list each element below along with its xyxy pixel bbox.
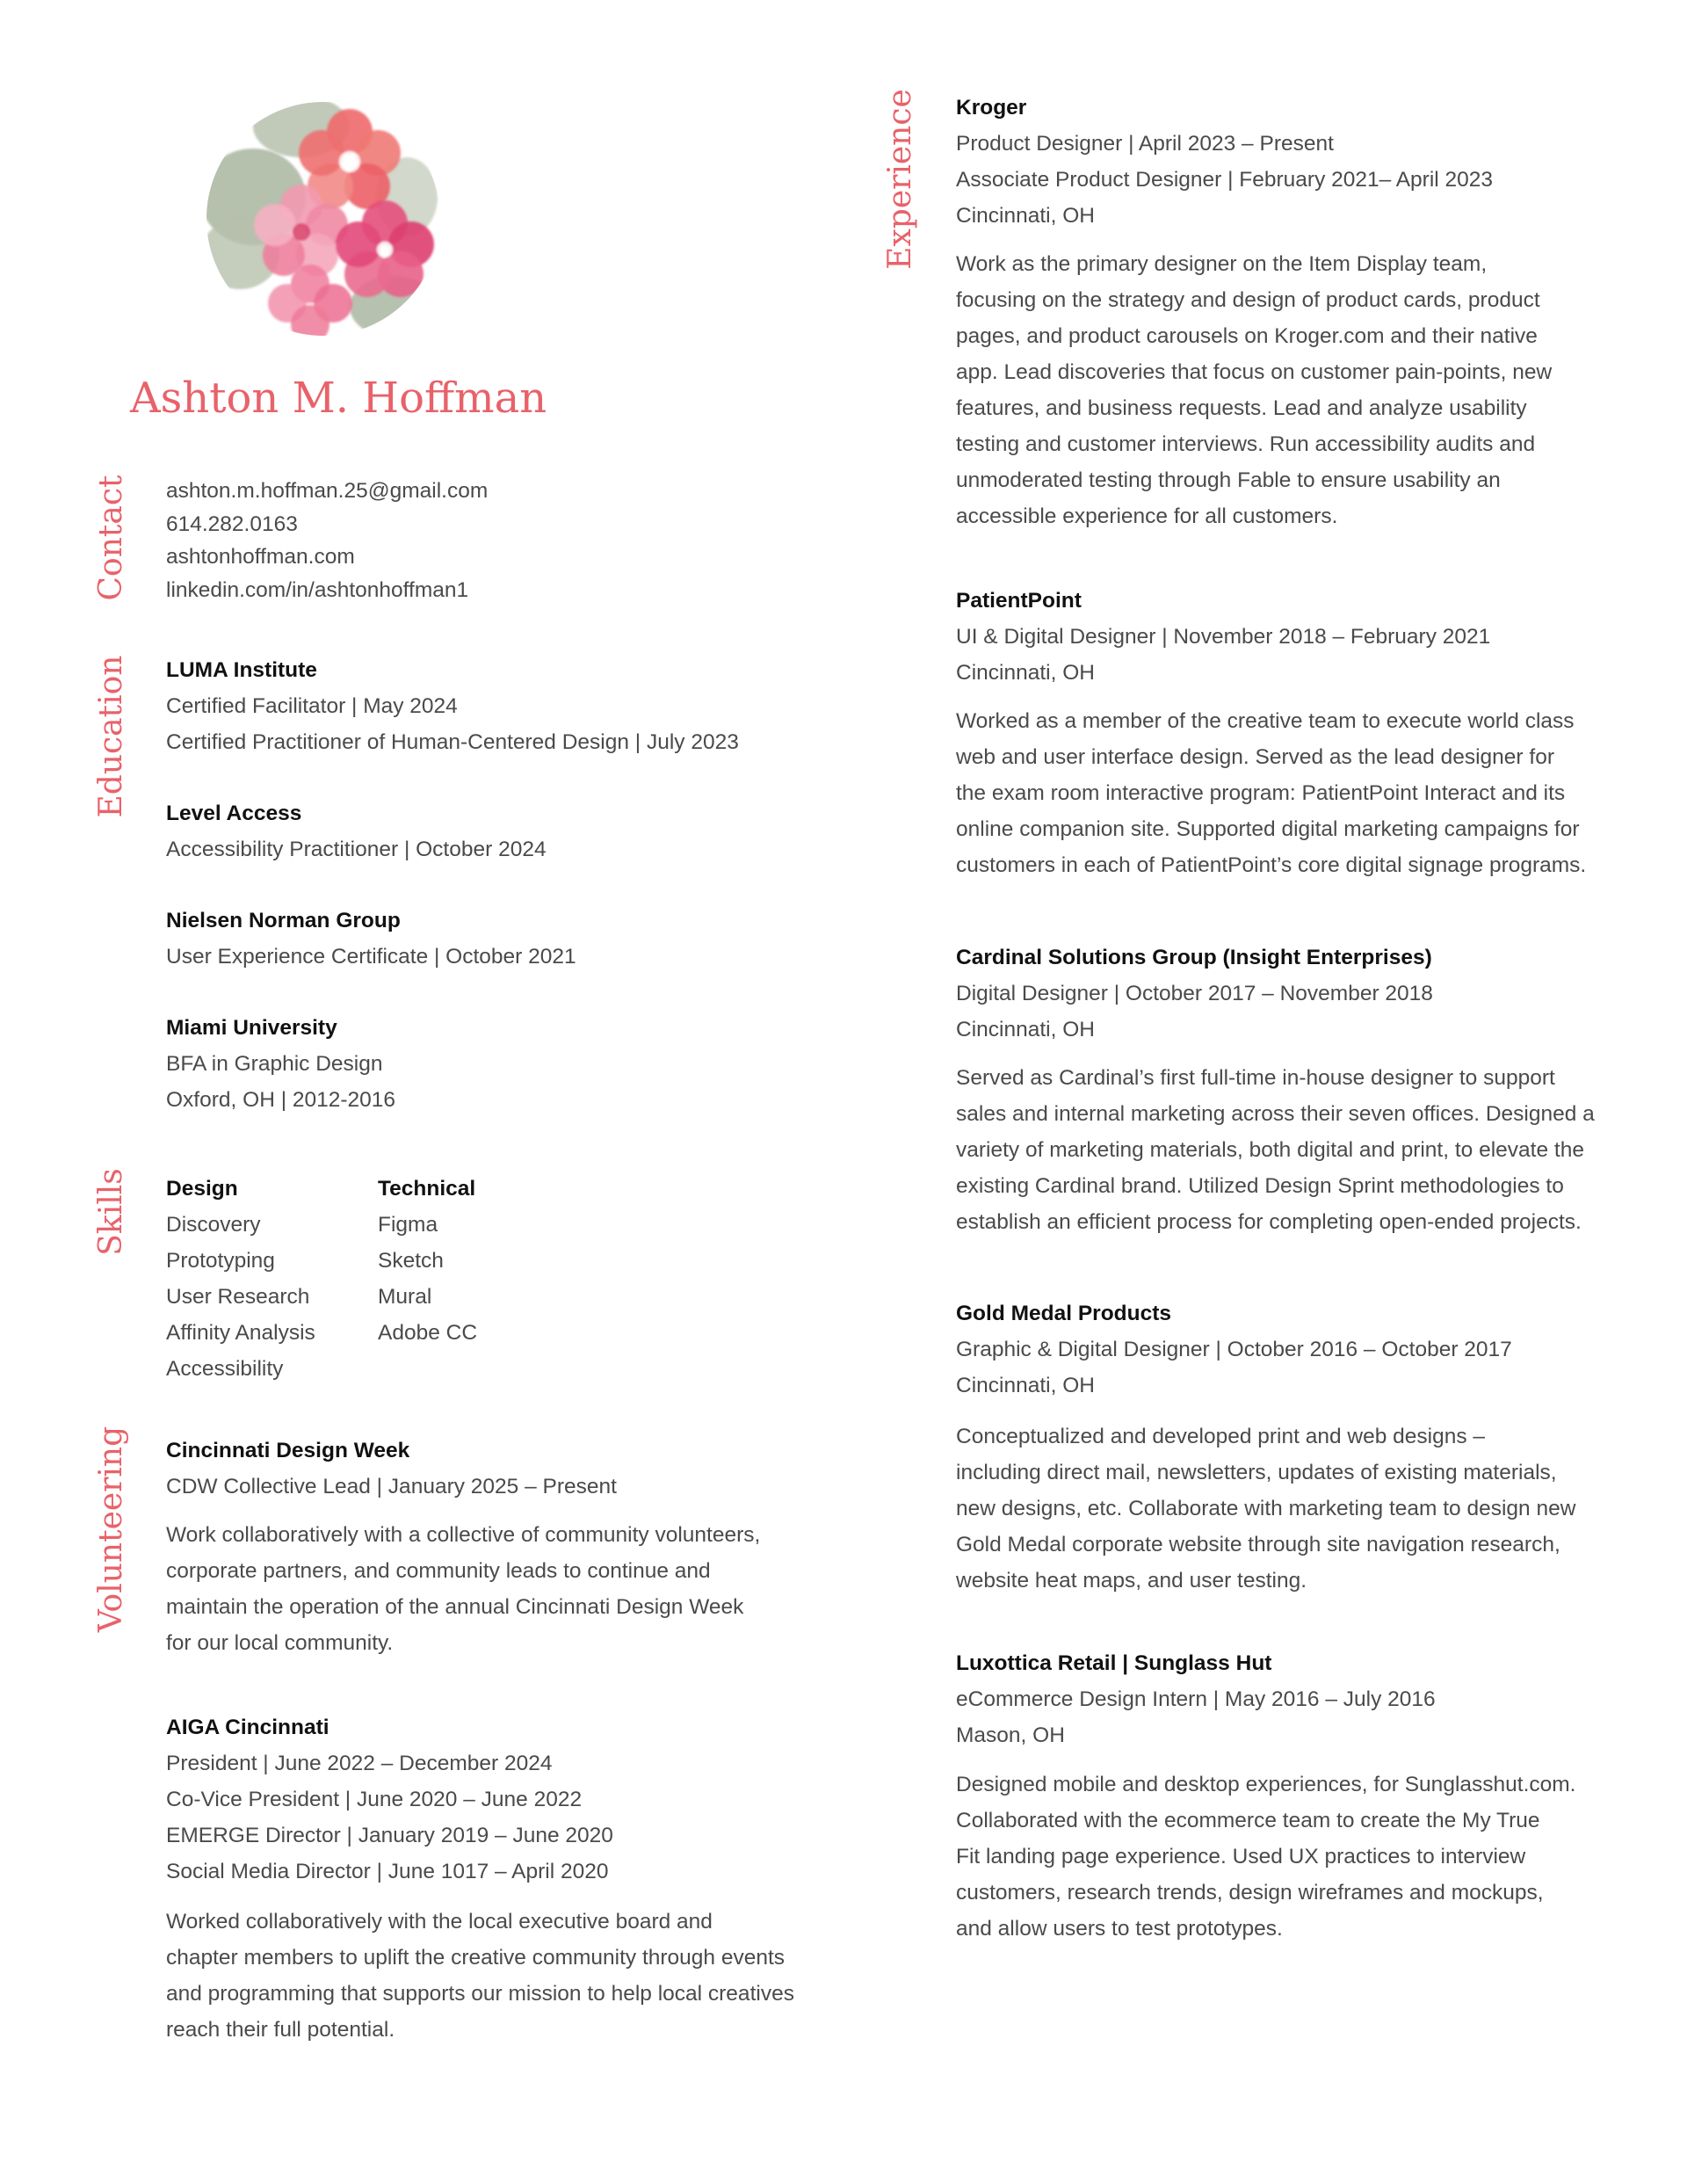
experience-description: Worked as a member of the creative team to execute world class web and user interface design. Served as the lead designer for the exam room interactive program: PatientPoint Interact and its online companion site. Supported digital marketing campaigns for customers in each of PatientPoint’s core digital signage programs. <box>956 709 1587 877</box>
education-line: Certified Facilitator | May 2024 <box>166 694 458 718</box>
experience-description: Served as Cardinal’s first full-time in-house designer to support sales and internal marketing across their seven offices. Designed a variety of marketing materials, both digital and print, to elevate the existing Cardinal brand. Utilized Design Sprint methodologies to establish an efficient process for completing open-ended projects. <box>956 1066 1595 1234</box>
skill-item: Affinity Analysis <box>166 1321 315 1345</box>
experience-line: Mason, OH <box>956 1723 1065 1747</box>
education-line: Accessibility Practitioner | October 2024 <box>166 838 547 861</box>
experience-description: Work as the primary designer on the Item Display team, focusing on the strategy and design of product cards, product pages, and product carousels on Kroger.com and their native app. Lead discoveries that focus on customer pain-points, new features, and business requests. Lead and analyze usability testing and customer interviews. Run accessibility audits and unmoderated testing through Fable to ensure usability an accessible experience for all customers. <box>956 252 1553 528</box>
experience-patientpoint <box>956 583 1490 691</box>
flower-logo <box>205 100 442 337</box>
education-level-access <box>166 795 547 867</box>
volunteer-role: CDW Collective Lead | January 2025 – Present <box>166 1475 617 1498</box>
experience-company: Luxottica Retail | Sunglass Hut <box>956 1651 1272 1675</box>
experience-line: Associate Product Designer | February 2021– April 2023 <box>956 168 1494 192</box>
contact-block <box>166 475 488 606</box>
skills-technical-title: Technical <box>378 1177 476 1201</box>
experience-line: Digital Designer | October 2017 – November 2018 <box>956 982 1433 1005</box>
volunteer-org: AIGA Cincinnati <box>166 1716 329 1739</box>
experience-company: Gold Medal Products <box>956 1302 1172 1325</box>
contact-website[interactable]: ashtonhoffman.com <box>166 545 355 569</box>
experience-line: Product Designer | April 2023 – Present <box>956 132 1334 156</box>
experience-line: Graphic & Digital Designer | October 2016 – October 2017 <box>956 1338 1512 1361</box>
volunteer-role: Co-Vice President | June 2020 – June 2022 <box>166 1788 583 1811</box>
experience-description: Conceptualized and developed print and web designs – including direct mail, newsletters, updates of existing materials, new designs, etc. Collaborate with marketing team to design new Gold Medal corporate website through site navigation research, website heat maps, and user testing. <box>956 1425 1576 1593</box>
experience-company: Kroger <box>956 96 1027 120</box>
education-nng <box>166 903 576 975</box>
skill-item: Prototyping <box>166 1249 275 1273</box>
skill-item: Figma <box>378 1213 438 1237</box>
experience-company: Cardinal Solutions Group (Insight Enterprises) <box>956 946 1432 969</box>
volunteer-org: Cincinnati Design Week <box>166 1439 410 1462</box>
watercolor-flower-circle-icon <box>205 100 442 337</box>
volunteer-description: Worked collaboratively with the local executive board and chapter members to uplift the creative community through events and programming that supports our mission to help local creatives reach their full potential. <box>166 1910 794 2042</box>
volunteer-role: EMERGE Director | January 2019 – June 2020 <box>166 1824 613 1847</box>
experience-description: Designed mobile and desktop experiences, for Sunglasshut.com. Collaborated with the ecommerce team to create the My True Fit landing page experience. Used UX practices to interview customers, research trends, design wireframes and mockups, and allow users to test prototypes. <box>956 1773 1576 1941</box>
volunteer-aiga <box>166 1709 613 1890</box>
contact-phone[interactable]: 614.282.0163 <box>166 512 298 536</box>
experience-company: PatientPoint <box>956 589 1082 613</box>
section-label-skills: Skills <box>93 1168 129 1256</box>
skills-design <box>166 1171 315 1387</box>
experience-line: Cincinnati, OH <box>956 1374 1095 1397</box>
volunteer-role: Social Media Director | June 1017 – April 2020 <box>166 1860 609 1883</box>
experience-gold-medal <box>956 1295 1512 1404</box>
skill-item: Mural <box>378 1285 432 1309</box>
volunteer-description: Work collaboratively with a collective of community volunteers, corporate partners, and community leads to continue and maintain the operation of the annual Cincinnati Design Week for our local community. <box>166 1523 761 1655</box>
volunteer-cdw <box>166 1433 617 1505</box>
section-label-volunteering: Volunteering <box>93 1426 129 1633</box>
skills-design-title: Design <box>166 1177 238 1201</box>
experience-line: UI & Digital Designer | November 2018 – February 2021 <box>956 625 1491 649</box>
candidate-name: Ashton M. Hoffman <box>130 374 547 423</box>
skill-item: Accessibility <box>166 1357 284 1381</box>
section-label-education: Education <box>93 655 129 818</box>
education-miami <box>166 1010 395 1118</box>
education-org: Level Access <box>166 802 302 825</box>
experience-line: Cincinnati, OH <box>956 661 1095 685</box>
skill-item: Sketch <box>378 1249 444 1273</box>
experience-line: Cincinnati, OH <box>956 1018 1095 1041</box>
contact-email[interactable]: ashton.m.hoffman.25@gmail.com <box>166 479 489 503</box>
experience-line: eCommerce Design Intern | May 2016 – July 2016 <box>956 1687 1436 1711</box>
education-line: User Experience Certificate | October 2021 <box>166 945 576 969</box>
experience-luxottica <box>956 1645 1436 1753</box>
volunteer-role: President | June 2022 – December 2024 <box>166 1752 553 1775</box>
education-org: Miami University <box>166 1016 337 1040</box>
education-luma <box>166 652 739 760</box>
skills-technical <box>378 1171 477 1351</box>
section-label-experience: Experience <box>882 89 918 270</box>
skill-item: Adobe CC <box>378 1321 478 1345</box>
experience-kroger <box>956 90 1493 234</box>
education-line: Oxford, OH | 2012-2016 <box>166 1088 396 1112</box>
education-line: Certified Practitioner of Human-Centered Design | July 2023 <box>166 730 739 754</box>
section-label-contact: Contact <box>93 475 129 601</box>
education-org: Nielsen Norman Group <box>166 909 401 932</box>
experience-line: Cincinnati, OH <box>956 204 1095 228</box>
skill-item: Discovery <box>166 1213 261 1237</box>
education-line: BFA in Graphic Design <box>166 1052 383 1076</box>
experience-cardinal <box>956 940 1433 1048</box>
skill-item: User Research <box>166 1285 310 1309</box>
contact-linkedin[interactable]: linkedin.com/in/ashtonhoffman1 <box>166 577 469 602</box>
education-org: LUMA Institute <box>166 658 317 682</box>
